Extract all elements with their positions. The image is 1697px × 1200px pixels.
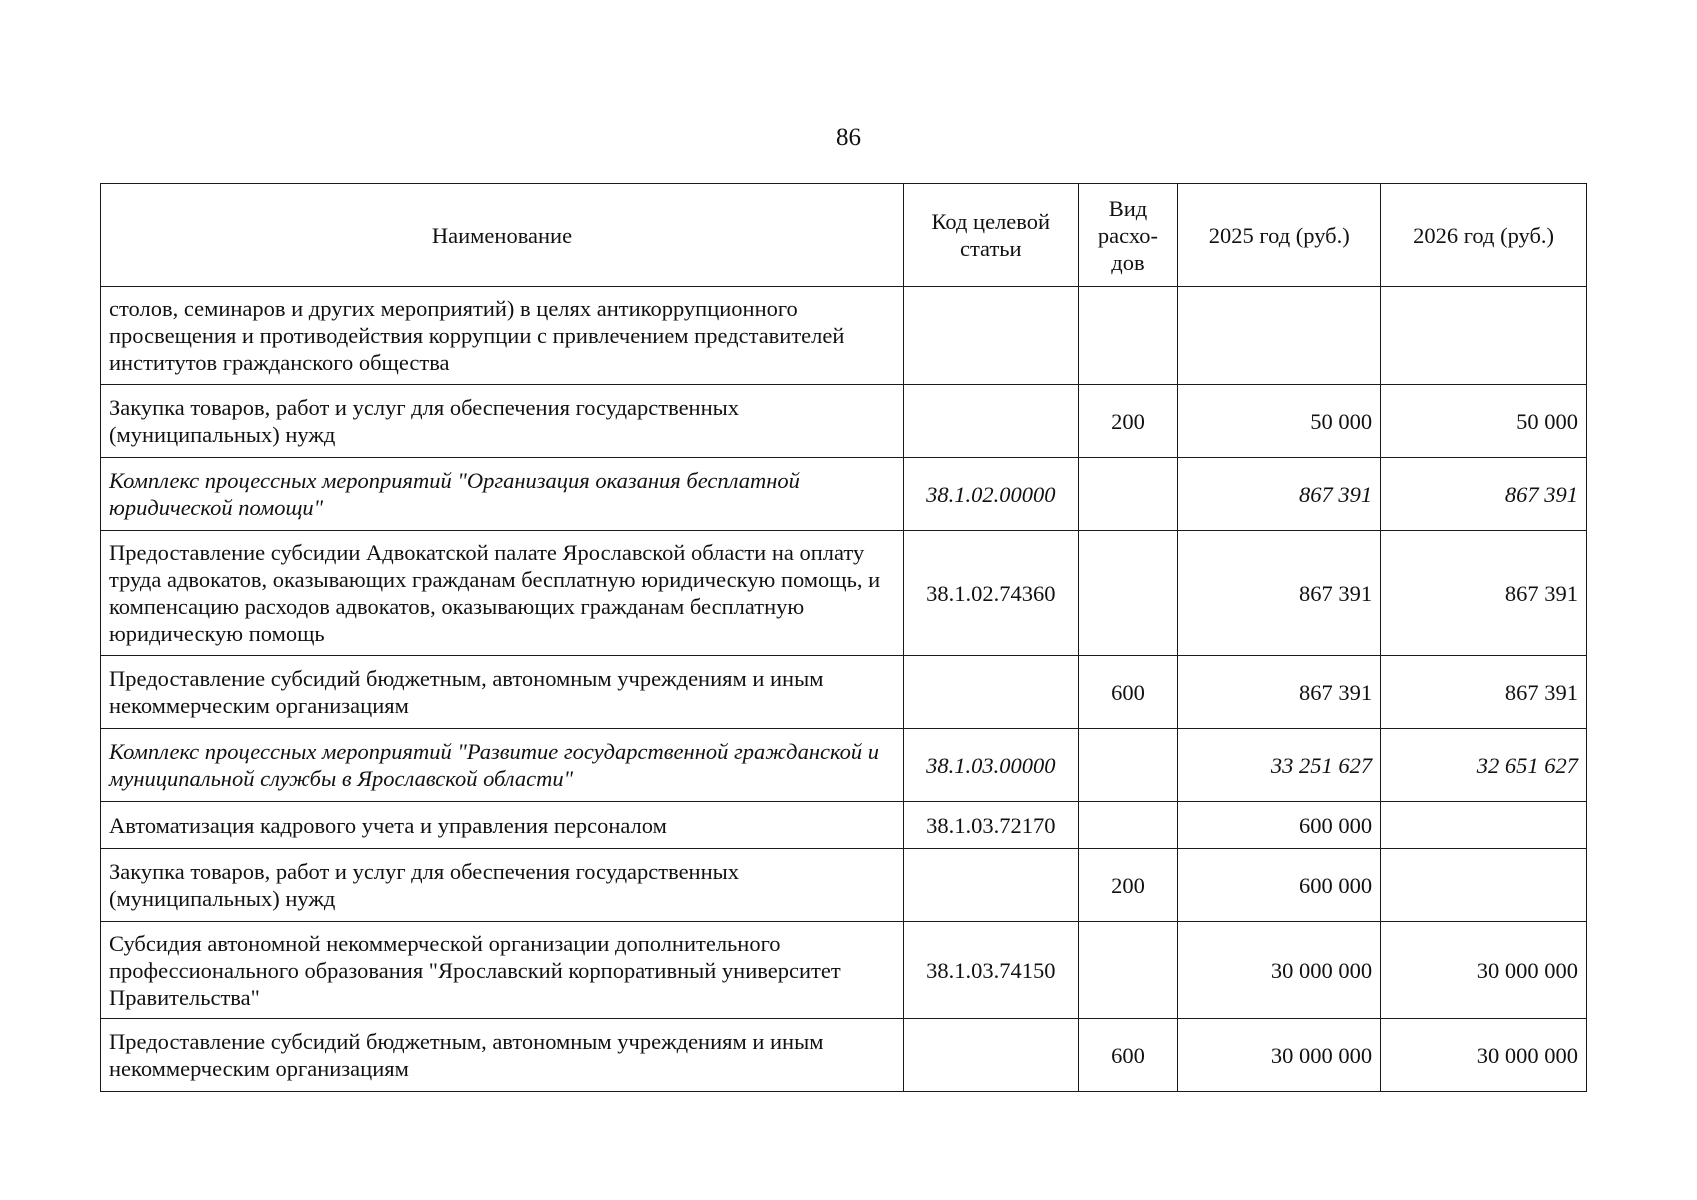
row-2025 xyxy=(1178,287,1381,385)
row-code xyxy=(904,1019,1079,1092)
row-expense-type: 200 xyxy=(1078,849,1178,922)
row-expense-type xyxy=(1078,458,1178,531)
header-code: Код целевой статьи xyxy=(904,184,1079,287)
table-row xyxy=(101,385,1587,458)
row-code: 38.1.02.74360 xyxy=(904,531,1079,656)
row-code xyxy=(904,385,1079,458)
table-row xyxy=(101,458,1587,531)
table-row xyxy=(101,922,1587,1019)
row-code xyxy=(904,849,1079,922)
row-expense-type: 600 xyxy=(1078,1019,1178,1092)
table-row xyxy=(101,802,1587,849)
table-row xyxy=(101,729,1587,802)
header-expense-type: Вид расхо-дов xyxy=(1078,184,1178,287)
row-2026: 30 000 000 xyxy=(1381,1019,1587,1092)
row-code: 38.1.03.72170 xyxy=(904,802,1079,849)
row-2026: 30 000 000 xyxy=(1381,922,1587,1019)
row-2025: 600 000 xyxy=(1178,802,1381,849)
header-2026: 2026 год (руб.) xyxy=(1381,184,1587,287)
row-2025: 867 391 xyxy=(1178,458,1381,531)
table-row xyxy=(101,287,1587,385)
row-expense-type xyxy=(1078,802,1178,849)
table-header-row xyxy=(101,184,1587,287)
row-expense-type xyxy=(1078,531,1178,656)
row-expense-type xyxy=(1078,729,1178,802)
row-2026: 50 000 xyxy=(1381,385,1587,458)
row-code: 38.1.03.00000 xyxy=(904,729,1079,802)
row-2025: 30 000 000 xyxy=(1178,1019,1381,1092)
header-2025: 2025 год (руб.) xyxy=(1178,184,1381,287)
row-code xyxy=(904,656,1079,729)
row-2025: 30 000 000 xyxy=(1178,922,1381,1019)
budget-table xyxy=(100,183,1587,1092)
table-row xyxy=(101,531,1587,656)
row-name: Субсидия автономной некоммерческой организации дополнительного профессионального образования "Ярославский корпоративный университет Правительства" xyxy=(101,922,904,1019)
row-name: Комплекс процессных мероприятий "Развитие государственной гражданской и муниципальной службы в Ярославской области" xyxy=(101,729,904,802)
row-2025: 600 000 xyxy=(1178,849,1381,922)
row-name: Автоматизация кадрового учета и управления персоналом xyxy=(101,802,904,849)
row-2026: 32 651 627 xyxy=(1381,729,1587,802)
table-row xyxy=(101,849,1587,922)
page-number: 86 xyxy=(836,124,861,151)
header-name: Наименование xyxy=(101,184,904,287)
row-code: 38.1.03.74150 xyxy=(904,922,1079,1019)
row-name: Предоставление субсидий бюджетным, автономным учреждениям и иным некоммерческим организациям xyxy=(101,656,904,729)
row-name: Предоставление субсидий бюджетным, автономным учреждениям и иным некоммерческим организациям xyxy=(101,1019,904,1092)
row-expense-type: 600 xyxy=(1078,656,1178,729)
row-2026: 867 391 xyxy=(1381,656,1587,729)
row-2026 xyxy=(1381,287,1587,385)
row-2026 xyxy=(1381,849,1587,922)
row-name: Закупка товаров, работ и услуг для обеспечения государственных (муниципальных) нужд xyxy=(101,849,904,922)
row-code: 38.1.02.00000 xyxy=(904,458,1079,531)
row-2025: 867 391 xyxy=(1178,531,1381,656)
table-row xyxy=(101,1019,1587,1092)
row-expense-type xyxy=(1078,287,1178,385)
row-code xyxy=(904,287,1079,385)
row-name: столов, семинаров и других мероприятий) в целях антикоррупционного просвещения и противодействия коррупции с привлечением представителей институтов гражданского общества xyxy=(101,287,904,385)
row-expense-type: 200 xyxy=(1078,385,1178,458)
row-2025: 33 251 627 xyxy=(1178,729,1381,802)
row-expense-type xyxy=(1078,922,1178,1019)
row-2025: 867 391 xyxy=(1178,656,1381,729)
table-row xyxy=(101,656,1587,729)
row-2026 xyxy=(1381,802,1587,849)
row-name: Закупка товаров, работ и услуг для обеспечения государственных (муниципальных) нужд xyxy=(101,385,904,458)
row-2025: 50 000 xyxy=(1178,385,1381,458)
row-name: Предоставление субсидии Адвокатской палате Ярославской области на оплату труда адвокатов, оказывающих гражданам бесплатную юридическую помощь, и компенсацию расходов адвокатов, оказывающих гражданам бесплатную юридическую помощь xyxy=(101,531,904,656)
row-2026: 867 391 xyxy=(1381,458,1587,531)
row-name: Комплекс процессных мероприятий "Организация оказания бесплатной юридической помощи" xyxy=(101,458,904,531)
row-2026: 867 391 xyxy=(1381,531,1587,656)
